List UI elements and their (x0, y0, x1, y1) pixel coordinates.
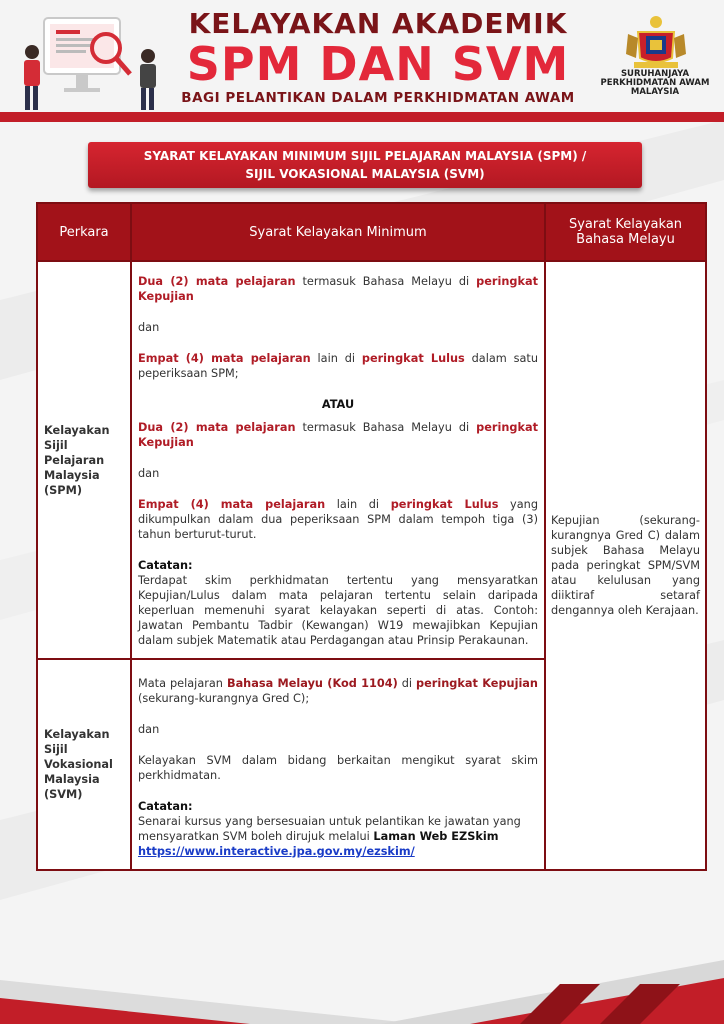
spm-note-title: Catatan: (138, 559, 193, 572)
spm-option1-line2: Empat (4) mata pelajaran lain di peringkat Lulus dalam satu peperiksaan SPM; (138, 352, 538, 380)
spm-dan-2: dan (138, 467, 160, 480)
svm-requirements (131, 659, 545, 870)
spm-note-text: Terdapat skim perkhidmatan tertentu yang mensyaratkan Kepujian/Lulus dalam mata pelajaran tertentu selain daripada keperluan memenuhi syarat kelayakan seperti di atas. Contoh: Jawatan Pembantu Tadbir (Kewangan) W19 mewajibkan Kepujian dalam subjek Matematik atau Perdagangan atau Prinsip Perakaunan. (138, 574, 538, 647)
spm-option2-line1: Dua (2) mata pelajaran termasuk Bahasa Melayu di peringkat Kepujian (138, 421, 538, 449)
header-title-line3: BAGI PELANTIKAN DALAM PERKHIDMATAN AWAM (181, 90, 575, 106)
svm-line1: Mata pelajaran Bahasa Melayu (Kod 1104) di peringkat Kepujian (sekurang-kurangnya Gred C); (138, 677, 538, 705)
perkara-svm: Kelayakan Sijil Vokasional Malaysia (SVM) (37, 659, 131, 870)
malaysia-coat-of-arms-icon (624, 14, 688, 70)
svm-line2: Kelayakan SVM dalam bidang berkaitan mengikut syarat skim perkhidmatan. (138, 754, 538, 782)
section-banner: SYARAT KELAYAKAN MINIMUM SIJIL PELAJARAN MALAYSIA (SPM) / SIJIL VOKASIONAL MALAYSIA (SVM) (88, 142, 642, 188)
table-header-row (37, 203, 706, 261)
footer-decoration (0, 940, 724, 1024)
svm-note-title: Catatan: (138, 800, 193, 813)
table-row-spm (37, 261, 706, 659)
spm-option2-line2: Empat (4) mata pelajaran lain di peringkat Lulus yang dikumpulkan dalam dua peperiksaan SPM dalam tempoh tiga (3) tahun berturut-turut. (138, 498, 538, 541)
spm-option1-line1: Dua (2) mata pelajaran termasuk Bahasa Melayu di peringkat Kepujian (138, 275, 538, 303)
svm-note-text: Senarai kursus yang bersesuaian untuk pelantikan ke jawatan yang mensyaratkan SVM boleh dirujuk melalui Laman Web EZSkim https://www.interactive.jpa.gov.my/ezskim/ (138, 815, 521, 858)
spm-atau: ATAU (321, 398, 355, 411)
spm-dan-1: dan (138, 321, 160, 334)
header-syarat-bahasa-melayu: Syarat Kelayakan Bahasa Melayu (545, 203, 706, 261)
header-syarat-minimum: Syarat Kelayakan Minimum (131, 203, 545, 261)
page-header (0, 0, 724, 122)
agency-name: SURUHANJAYA PERKHIDMATAN AWAM MALAYSIA (600, 69, 710, 97)
perkara-spm: Kelayakan Sijil Pelajaran Malaysia (SPM) (37, 261, 131, 659)
header-title-line1: KELAYAKAN AKADEMIK (188, 7, 568, 40)
ezskim-link[interactable]: https://www.interactive.jpa.gov.my/ezskim/ (138, 845, 415, 858)
svm-dan: dan (138, 723, 160, 736)
header-title-line2: SPM DAN SVM (186, 37, 570, 91)
header-perkara: Perkara (37, 203, 131, 261)
spm-requirements (131, 261, 545, 659)
requirements-table (36, 202, 707, 871)
people-with-monitor-illustration (14, 8, 164, 112)
bm-requirement: Kepujian (sekurang-kurangnya Gred C) dalam subjek Bahasa Melayu pada peringkat SPM/SVM atau kelulusan yang diiktiraf setaraf dengannya oleh Kerajaan. (545, 261, 706, 870)
